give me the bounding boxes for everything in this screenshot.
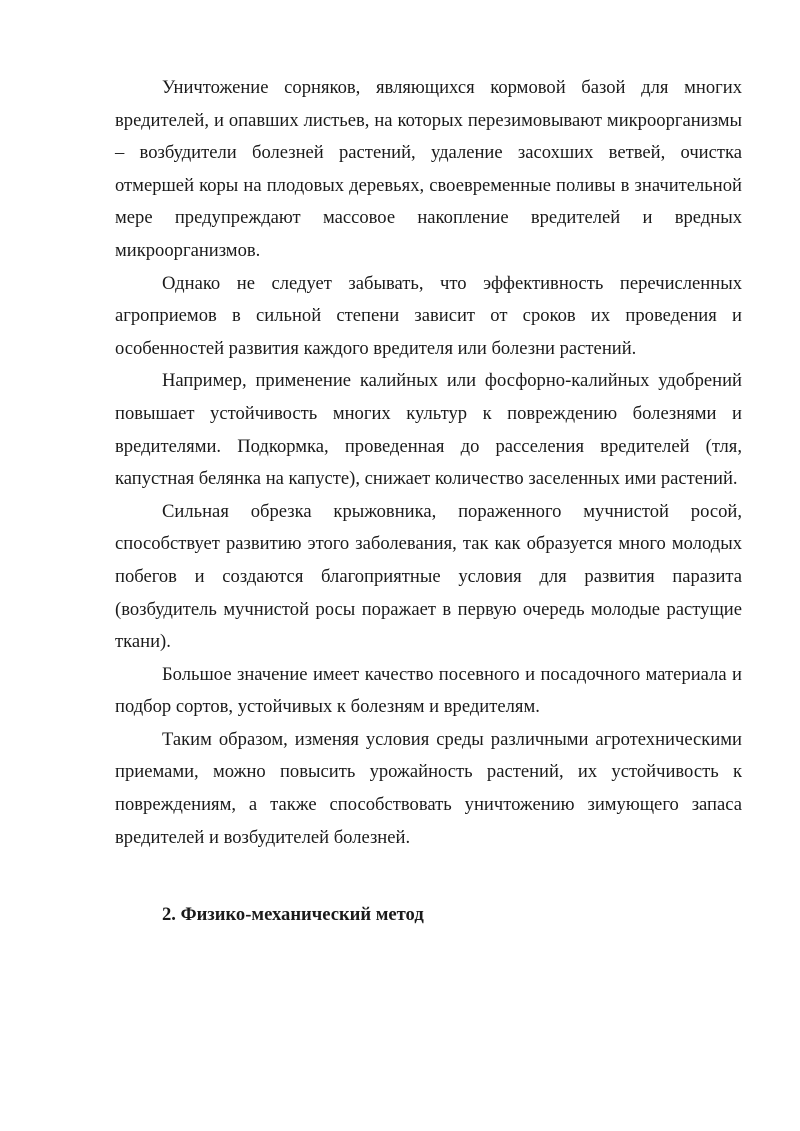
paragraph-fertilizers: Например, применение калийных или фосфорно-калийных удобрений повышает устойчивость многих культур к повреждению болезнями и вредителями. Подкормка, проведенная до расселения вредителей (тля, капустная белянка на капусте), снижает количество заселенных ими растений. xyxy=(115,370,742,490)
paragraph-timing: Однако не следует забывать, что эффективность перечисленных агроприемов в сильной степени зависит от сроков их проведения и особенностей развития каждого вредителя или болезни растений. xyxy=(115,272,742,359)
paragraph-conclusion: Таким образом, изменяя условия среды различными агротехническими приемами, можно повысить урожайность растений, их устойчивость к повреждениям, а также способствовать уничтожению зимующего запаса вредителей и возбудителей болезней. xyxy=(115,728,742,848)
paragraph-gooseberry-pruning: Сильная обрезка крыжовника, пораженного мучнистой росой, способствует развитию этого заболевания, так как образуется много молодых побегов и создаются благоприятные условия для развития паразита (возбудитель мучнистой росы поражает в первую очередь молодые растущие ткани). xyxy=(115,500,742,653)
document-body xyxy=(115,72,742,931)
paragraph-seed-quality: Большое значение имеет качество посевного и посадочного материала и подбор сортов, устойчивых к болезням и вредителям. xyxy=(115,663,742,718)
paragraph-weed-removal: Уничтожение сорняков, являющихся кормовой базой для многих вредителей, и опавших листьев, на которых перезимовывают микроорганизмы – возбудители болезней растений, удаление засохших ветвей, очистка отмершей коры на плодовых деревьях, своевременные поливы в значительной мере предупреждают массовое накопление вредителей и вредных микроорганизмов. xyxy=(115,77,742,261)
section-heading: 2. Физико-механический метод xyxy=(162,903,424,925)
